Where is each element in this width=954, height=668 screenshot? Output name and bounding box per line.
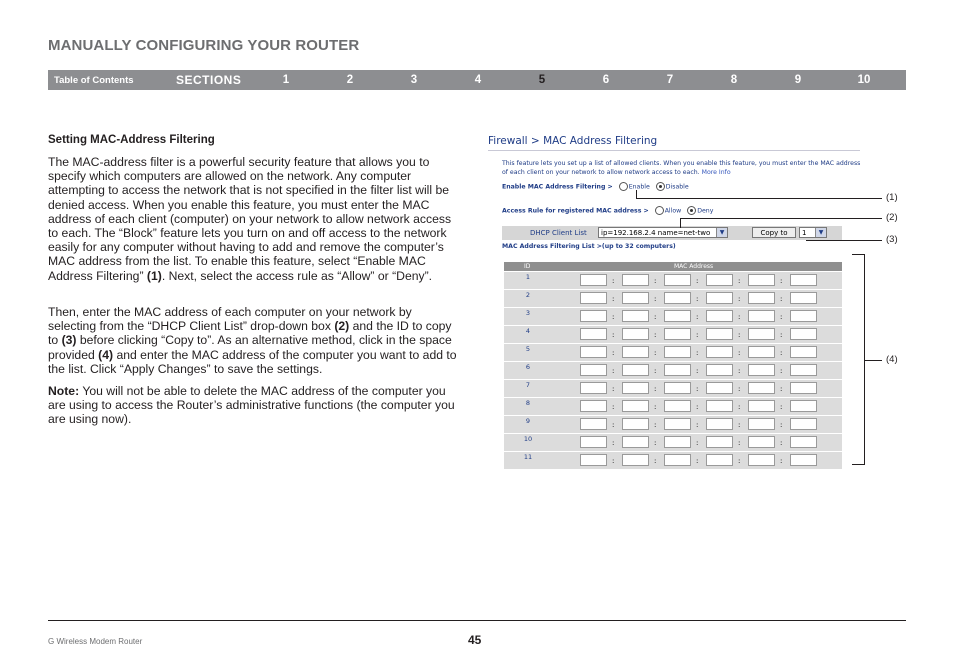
- deny-radio[interactable]: [687, 206, 696, 215]
- mac-separator: :: [780, 439, 783, 447]
- mac-separator: :: [738, 457, 741, 465]
- row-id: 6: [525, 363, 531, 371]
- mac-octet-input[interactable]: [790, 328, 817, 340]
- mac-separator: :: [696, 367, 699, 375]
- mac-octet-input[interactable]: [706, 436, 733, 448]
- row-id: 2: [525, 291, 531, 299]
- section-heading: Setting MAC-Address Filtering: [48, 134, 215, 146]
- row-id: 3: [525, 309, 531, 317]
- mac-octet-input[interactable]: [664, 364, 691, 376]
- mac-octet-input[interactable]: [706, 382, 733, 394]
- mac-separator: :: [780, 385, 783, 393]
- section-link-3[interactable]: 3: [410, 74, 418, 86]
- col-id-header: ID: [524, 263, 531, 270]
- mac-separator: :: [738, 367, 741, 375]
- mac-octet-input[interactable]: [622, 328, 649, 340]
- mac-octet-input[interactable]: [748, 292, 775, 304]
- table-row: [504, 271, 842, 289]
- mac-separator: :: [654, 349, 657, 357]
- mac-separator: :: [612, 421, 615, 429]
- mac-octet-input[interactable]: [748, 400, 775, 412]
- mac-separator: :: [738, 277, 741, 285]
- table-row: [504, 325, 842, 343]
- mac-separator: :: [612, 331, 615, 339]
- callout-2-leader-tick: [680, 218, 681, 228]
- mac-octet-input[interactable]: [748, 454, 775, 466]
- screenshot-title: Firewall > MAC Address Filtering: [488, 135, 658, 147]
- mac-octet-input[interactable]: [664, 454, 691, 466]
- mac-octet-input[interactable]: [580, 310, 607, 322]
- paragraph-2: Then, enter the MAC address of each computer on your network by selecting from the “DHCP Client List” drop-down box (2) and the ID to copy to (3) before clicking “Copy to”. As an alternative method, click in the space provided (4) and enter the MAC address of the computer you want to add to the list. Click “Apply Changes” to save the settings.: [48, 305, 457, 376]
- mac-octet-input[interactable]: [622, 418, 649, 430]
- mac-separator: :: [780, 349, 783, 357]
- mac-separator: :: [738, 403, 741, 411]
- mac-separator: :: [654, 403, 657, 411]
- enable-filter-row: Enable MAC Address Filtering > Enable Disable: [502, 183, 689, 191]
- row-id: 5: [525, 345, 531, 353]
- copy-to-button[interactable]: Copy to: [752, 227, 796, 238]
- mac-separator: :: [780, 403, 783, 411]
- mac-separator: :: [696, 403, 699, 411]
- mac-separator: :: [612, 367, 615, 375]
- mac-separator: :: [696, 277, 699, 285]
- mac-separator: :: [738, 349, 741, 357]
- mac-octet-input[interactable]: [664, 382, 691, 394]
- mac-separator: :: [612, 349, 615, 357]
- mac-separator: :: [738, 313, 741, 321]
- mac-separator: :: [654, 439, 657, 447]
- access-rule-row: Access Rule for registered MAC address > Allow Deny: [502, 207, 714, 215]
- callout-3: (3): [886, 234, 898, 245]
- mac-octet-input[interactable]: [622, 310, 649, 322]
- table-row: [504, 343, 842, 361]
- mac-separator: :: [654, 295, 657, 303]
- mac-octet-input[interactable]: [706, 346, 733, 358]
- callout-3-leader: [806, 240, 882, 241]
- section-link-4[interactable]: 4: [474, 74, 482, 86]
- section-link-9[interactable]: 9: [794, 74, 802, 86]
- sections-label: SECTIONS: [176, 73, 242, 87]
- mac-octet-input[interactable]: [748, 274, 775, 286]
- mac-address-table: [504, 262, 842, 469]
- section-link-10[interactable]: 10: [857, 74, 871, 86]
- mac-separator: :: [654, 421, 657, 429]
- mac-separator: :: [738, 331, 741, 339]
- mac-octet-input[interactable]: [790, 454, 817, 466]
- mac-separator: :: [654, 385, 657, 393]
- mac-separator: :: [780, 457, 783, 465]
- mac-octet-input[interactable]: [664, 418, 691, 430]
- dhcp-client-label: DHCP Client List: [530, 229, 587, 237]
- section-link-7[interactable]: 7: [666, 74, 674, 86]
- mac-separator: :: [654, 277, 657, 285]
- mac-octet-input[interactable]: [748, 310, 775, 322]
- row-id: 9: [525, 417, 531, 425]
- table-row: [504, 307, 842, 325]
- mac-octet-input[interactable]: [790, 382, 817, 394]
- mac-octet-input[interactable]: [706, 328, 733, 340]
- mac-octet-input[interactable]: [622, 274, 649, 286]
- mac-octet-input[interactable]: [580, 400, 607, 412]
- mac-octet-input[interactable]: [748, 346, 775, 358]
- section-link-6[interactable]: 6: [602, 74, 610, 86]
- mac-octet-input[interactable]: [580, 382, 607, 394]
- callout-1: (1): [886, 192, 898, 203]
- mac-octet-input[interactable]: [706, 364, 733, 376]
- row-id: 10: [523, 435, 533, 443]
- section-navbar: [48, 70, 906, 90]
- mac-octet-input[interactable]: [748, 418, 775, 430]
- mac-octet-input[interactable]: [580, 274, 607, 286]
- table-row: [504, 361, 842, 379]
- mac-octet-input[interactable]: [580, 436, 607, 448]
- mac-separator: :: [696, 385, 699, 393]
- mac-octet-input[interactable]: [664, 310, 691, 322]
- mac-octet-input[interactable]: [790, 310, 817, 322]
- mac-separator: :: [612, 295, 615, 303]
- mac-octet-input[interactable]: [580, 454, 607, 466]
- mac-separator: :: [738, 295, 741, 303]
- router-screenshot: [488, 134, 860, 464]
- mac-separator: :: [696, 349, 699, 357]
- mac-octet-input[interactable]: [622, 364, 649, 376]
- mac-separator: :: [780, 367, 783, 375]
- mac-separator: :: [780, 421, 783, 429]
- mac-octet-input[interactable]: [622, 400, 649, 412]
- allow-radio[interactable]: [655, 206, 664, 215]
- mac-separator: :: [696, 421, 699, 429]
- mac-octet-input[interactable]: [790, 292, 817, 304]
- mac-octet-input[interactable]: [790, 418, 817, 430]
- mac-octet-input[interactable]: [580, 418, 607, 430]
- mac-octet-input[interactable]: [748, 364, 775, 376]
- mac-octet-input[interactable]: [790, 364, 817, 376]
- mac-separator: :: [780, 277, 783, 285]
- mac-octet-input[interactable]: [706, 292, 733, 304]
- title-divider: [488, 150, 860, 151]
- callout-4-leader: [864, 360, 882, 361]
- mac-separator: :: [696, 439, 699, 447]
- mac-separator: :: [612, 277, 615, 285]
- paragraph-1: The MAC-address filter is a powerful security feature that allows you to specify which computers are allowed on the network. Any computer attempting to access the network that is not specified in the filter list will be denied access. When you enable this feature, you must enter the MAC address of each client (computer) on your network to allow network access to each. The “Block” feature lets you turn on and off access to the network easily for any computer without having to add and remove the computer’s MAC address from the list. To enable this feature, select “Enable MAC Address Filtering” (1). Next, select the access rule as “Allow” or “Deny”.: [48, 155, 452, 283]
- mac-separator: :: [654, 367, 657, 375]
- mac-octet-input[interactable]: [622, 454, 649, 466]
- table-row: [504, 397, 842, 415]
- section-link-1[interactable]: 1: [282, 74, 290, 86]
- section-link-2[interactable]: 2: [346, 74, 354, 86]
- mac-octet-input[interactable]: [706, 454, 733, 466]
- feature-description: This feature lets you set up a list of allowed clients. When you enable this feature, you must enter the MAC address of each client on your network to allow network access to each. More Info: [502, 160, 861, 176]
- table-header: [504, 262, 842, 271]
- row-id: 11: [523, 453, 533, 461]
- section-link-5[interactable]: 5: [538, 74, 546, 86]
- mac-separator: :: [612, 313, 615, 321]
- mac-separator: :: [780, 313, 783, 321]
- copy-id-select[interactable]: 1 ▼: [799, 227, 827, 238]
- mac-octet-input[interactable]: [706, 274, 733, 286]
- footer-product: G Wireless Modem Router: [48, 637, 143, 646]
- row-id: 1: [525, 273, 531, 281]
- mac-octet-input[interactable]: [706, 310, 733, 322]
- page-number: 45: [468, 633, 482, 647]
- table-of-contents-link[interactable]: Table of Contents: [54, 75, 134, 86]
- chevron-down-icon: ▼: [716, 228, 727, 237]
- mac-separator: :: [738, 385, 741, 393]
- mac-separator: :: [654, 313, 657, 321]
- mac-separator: :: [696, 457, 699, 465]
- table-row: [504, 415, 842, 433]
- section-link-8[interactable]: 8: [730, 74, 738, 86]
- callout-2-leader: [680, 218, 882, 219]
- footer-divider: [48, 620, 906, 621]
- row-id: 8: [525, 399, 531, 407]
- callout-2: (2): [886, 212, 898, 223]
- mac-octet-input[interactable]: [706, 418, 733, 430]
- mac-octet-input[interactable]: [664, 400, 691, 412]
- callout-1-leader-tick: [636, 190, 637, 199]
- mac-octet-input[interactable]: [664, 346, 691, 358]
- mac-octet-input[interactable]: [706, 400, 733, 412]
- mac-octet-input[interactable]: [580, 346, 607, 358]
- mac-octet-input[interactable]: [580, 292, 607, 304]
- mac-octet-input[interactable]: [790, 274, 817, 286]
- mac-separator: :: [696, 331, 699, 339]
- mac-octet-input[interactable]: [748, 436, 775, 448]
- mac-separator: :: [738, 421, 741, 429]
- mac-separator: :: [612, 457, 615, 465]
- row-id: 4: [525, 327, 531, 335]
- mac-octet-input[interactable]: [622, 436, 649, 448]
- dhcp-client-bar: [502, 226, 842, 240]
- disable-radio[interactable]: [656, 182, 665, 191]
- row-id: 7: [525, 381, 531, 389]
- dhcp-client-select[interactable]: ip=192.168.2.4 name=net-two ▼: [598, 227, 728, 238]
- table-row: [504, 451, 842, 469]
- mac-separator: :: [738, 439, 741, 447]
- mac-octet-input[interactable]: [622, 382, 649, 394]
- mac-separator: :: [654, 331, 657, 339]
- callout-1-leader: [636, 198, 882, 199]
- mac-separator: :: [696, 295, 699, 303]
- mac-separator: :: [612, 439, 615, 447]
- mac-octet-input[interactable]: [622, 346, 649, 358]
- mac-separator: :: [612, 403, 615, 411]
- callout-4: (4): [886, 354, 898, 365]
- mac-separator: :: [654, 457, 657, 465]
- table-row: [504, 433, 842, 451]
- mac-octet-input[interactable]: [790, 436, 817, 448]
- mac-separator: :: [696, 313, 699, 321]
- chevron-down-icon: ▼: [815, 228, 826, 237]
- mac-separator: :: [780, 331, 783, 339]
- mac-octet-input[interactable]: [748, 382, 775, 394]
- mac-octet-input[interactable]: [622, 292, 649, 304]
- mac-octet-input[interactable]: [748, 328, 775, 340]
- note-paragraph: Note: You will not be able to delete the MAC address of the computer you are using to access the Router’s administrative functions (the computer you are using now).: [48, 384, 455, 427]
- mac-octet-input[interactable]: [790, 400, 817, 412]
- filter-list-label: MAC Address Filtering List >(up to 32 computers): [502, 243, 676, 250]
- mac-octet-input[interactable]: [580, 364, 607, 376]
- callout-4-bracket-bottom: [852, 464, 865, 465]
- mac-octet-input[interactable]: [664, 292, 691, 304]
- mac-octet-input[interactable]: [790, 346, 817, 358]
- page-title: MANUALLY CONFIGURING YOUR ROUTER: [48, 37, 360, 54]
- table-row: [504, 289, 842, 307]
- table-row: [504, 379, 842, 397]
- mac-octet-input[interactable]: [580, 328, 607, 340]
- mac-octet-input[interactable]: [664, 274, 691, 286]
- mac-octet-input[interactable]: [664, 328, 691, 340]
- enable-radio[interactable]: [619, 182, 628, 191]
- col-mac-header: MAC Address: [674, 263, 714, 270]
- more-info-link[interactable]: More Info: [701, 168, 731, 176]
- mac-separator: :: [780, 295, 783, 303]
- mac-octet-input[interactable]: [664, 436, 691, 448]
- mac-separator: :: [612, 385, 615, 393]
